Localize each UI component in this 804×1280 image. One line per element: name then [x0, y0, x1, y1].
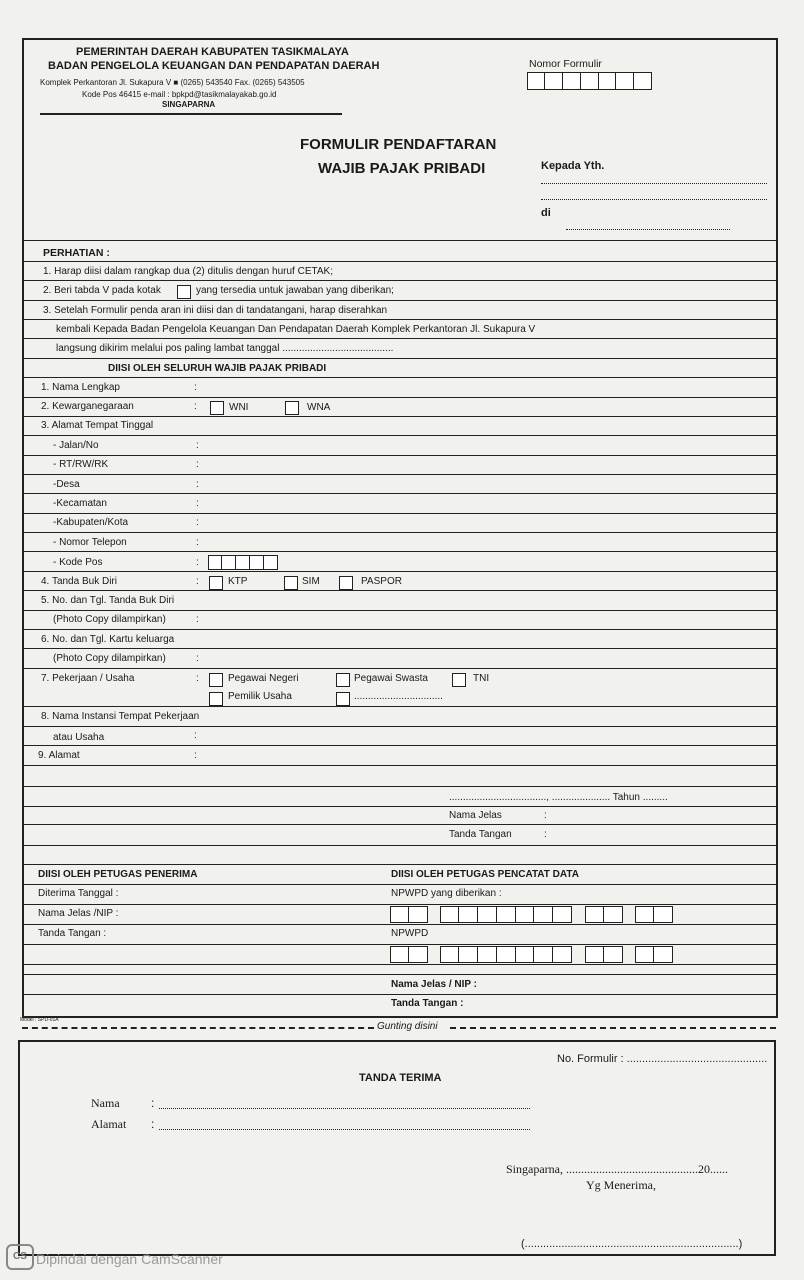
kepada-line-1[interactable] [541, 183, 767, 184]
rule [22, 240, 778, 241]
label-wna: WNA [307, 402, 331, 413]
colon: : [194, 382, 197, 393]
checkbox-pemilik[interactable] [209, 690, 223, 708]
rule [22, 845, 778, 846]
perhatian-item-3: 3. Setelah Formulir penda aran ini diisi dan di tandatangani, harap diserahkan [43, 305, 388, 316]
receipt-sign-line[interactable]: (......................................................................) [521, 1238, 743, 1250]
perhatian-item-2b: yang tersedia untuk jawaban yang diberikan; [196, 285, 394, 296]
rule [22, 924, 778, 925]
rule [22, 964, 778, 965]
rule [22, 648, 778, 649]
header-address1: Komplek Perkantoran Jl. Sukapura V ■ (0265) 543540 Fax. (0265) 543505 [40, 78, 305, 87]
colon: : [194, 750, 197, 761]
header-city: SINGAPARNA [162, 100, 216, 109]
field-photocopy-label: (Photo Copy dilampirkan) [53, 614, 166, 625]
receipt-alamat-label: Alamat [91, 1117, 127, 1131]
npwpd-diberikan-label: NPWPD yang diberikan : [391, 888, 502, 899]
colon: : [196, 498, 199, 509]
label-tni: TNI [473, 673, 490, 684]
rule [22, 765, 778, 766]
label-paspor: PASPOR [361, 576, 402, 587]
rule [22, 994, 778, 995]
field-alamat-label: 3. Alamat Tempat Tinggal [41, 420, 154, 431]
colon: : [544, 829, 547, 840]
field-desa-label: -Desa [53, 479, 80, 490]
npwpd-label: NPWPD [391, 928, 429, 939]
label-wni: WNI [229, 402, 249, 413]
receipt-alamat-line[interactable] [159, 1129, 530, 1130]
field-telp-label: - Nomor Telepon [53, 537, 127, 548]
receipt-menerima: Yg Menerima, [586, 1178, 656, 1192]
rule [22, 513, 778, 514]
rule [22, 571, 778, 572]
checkbox-pns[interactable] [209, 671, 223, 689]
rule [22, 824, 778, 825]
di-label: di [541, 207, 551, 219]
field-rt-label: - RT/RW/RK [53, 459, 109, 470]
label-sim: SIM [302, 576, 320, 587]
petugas-pencatat-heading: DIISI OLEH PETUGAS PENCATAT DATA [391, 869, 579, 880]
colon: : [544, 810, 547, 821]
colon: : [194, 730, 197, 741]
field-instansi-label: 8. Nama Instansi Tempat Pekerjaan [41, 711, 200, 722]
checkbox-lainnya[interactable] [336, 690, 350, 708]
npwpd-boxes-1[interactable] [391, 946, 428, 963]
colon: : [196, 517, 199, 528]
rule [22, 668, 778, 669]
example-checkbox [177, 283, 191, 301]
rule [22, 745, 778, 746]
perhatian-item-3c: langsung dikirim melalui pos paling lambat tanggal ........................................ [56, 343, 394, 354]
label-lainnya: ................................ [354, 691, 443, 702]
rule [22, 974, 778, 975]
colon: : [196, 576, 199, 587]
colon: : [196, 440, 199, 451]
field-no-tanda-label: 5. No. dan Tgl. Tanda Buk Diri [41, 595, 175, 606]
di-line[interactable] [566, 229, 730, 230]
rule [22, 319, 778, 320]
perhatian-item-1: 1. Harap diisi dalam rangkap dua (2) ditulis dengan huruf CETAK; [43, 266, 333, 277]
nomor-formulir-boxes[interactable] [528, 72, 652, 90]
tanda-tangan-label: Tanda Tangan : [38, 928, 107, 939]
nama-nip-pencatat-label: Nama Jelas / NIP : [391, 979, 477, 990]
rule [22, 551, 778, 552]
rule [22, 358, 778, 359]
field-alamat9-label: 9. Alamat [38, 750, 80, 761]
perhatian-heading: PERHATIAN : [43, 247, 110, 259]
receipt-nama-label: Nama [91, 1096, 120, 1110]
label-swasta: Pegawai Swasta [354, 673, 428, 684]
checkbox-wni[interactable] [210, 399, 224, 417]
camscanner-logo: CS [6, 1244, 34, 1270]
nama-nip-label: Nama Jelas /NIP : [38, 908, 119, 919]
npwpd-diberikan-boxes-3[interactable] [586, 906, 623, 923]
field-nama-label: 1. Nama Lengkap [41, 382, 120, 393]
colon: : [151, 1096, 155, 1110]
rule [22, 629, 778, 630]
label-pemilik: Pemilik Usaha [228, 691, 292, 702]
field-kab-label: -Kabupaten/Kota [53, 517, 129, 528]
npwpd-boxes-4[interactable] [636, 946, 673, 963]
rule [22, 261, 778, 262]
colon: : [196, 614, 199, 625]
rule [22, 474, 778, 475]
section-wp-heading: DIISI OLEH SELURUH WAJIB PAJAK PRIBADI [108, 363, 327, 374]
rule [22, 435, 778, 436]
rule [22, 610, 778, 611]
sign-nama-label: Nama Jelas [449, 810, 502, 821]
kepada-label: Kepada Yth. [541, 160, 605, 172]
model-code: Model : SPD-01A [20, 1017, 59, 1023]
rule [22, 726, 778, 727]
checkbox-sim[interactable] [284, 574, 298, 592]
cut-line-right [450, 1027, 776, 1029]
checkbox-wna[interactable] [285, 399, 299, 417]
colon: : [194, 401, 197, 412]
npwpd-boxes-2[interactable] [441, 946, 572, 963]
rule [22, 300, 778, 301]
rule [22, 944, 778, 945]
rule [22, 532, 778, 533]
gunting-label: Gunting disini [377, 1021, 438, 1032]
kepada-line-2[interactable] [541, 199, 767, 200]
colon: : [196, 557, 199, 568]
rule [22, 590, 778, 591]
colon: : [196, 459, 199, 470]
cut-line-left [22, 1027, 374, 1029]
receipt-kota-tanggal[interactable]: Singaparna, ............................................20...... [506, 1162, 728, 1176]
npwpd-diberikan-boxes-1[interactable] [391, 906, 428, 923]
colon: : [196, 479, 199, 490]
perhatian-item-2: 2. Beri tabda V pada kotak [43, 285, 161, 296]
form-title-1: FORMULIR PENDAFTARAN [300, 136, 497, 153]
diterima-tanggal-label: Diterima Tanggal : [38, 888, 119, 899]
field-tanda-label: 4. Tanda Buk Diri [41, 576, 117, 587]
colon: : [151, 1117, 155, 1131]
field-atau-label: atau Usaha [53, 732, 105, 743]
field-photocopy-label-2: (Photo Copy dilampirkan) [53, 653, 166, 664]
checkbox-swasta[interactable] [336, 671, 350, 689]
label-pns: Pegawai Negeri [228, 673, 299, 684]
rule [22, 416, 778, 417]
field-no-kk-label: 6. No. dan Tgl. Kartu keluarga [41, 634, 175, 645]
rule [22, 377, 778, 378]
rule [22, 884, 778, 885]
receipt-title: TANDA TERIMA [359, 1072, 442, 1084]
colon: : [196, 653, 199, 664]
header-line2: BADAN PENGELOLA KEUANGAN DAN PENDAPATAN DAERAH [48, 60, 380, 72]
form-title-2: WAJIB PAJAK PRIBADI [318, 160, 486, 177]
receipt-nama-line[interactable] [159, 1108, 530, 1109]
header-underline [40, 113, 342, 115]
field-pekerjaan-label: 7. Pekerjaan / Usaha [41, 673, 135, 684]
sign-ttd-label: Tanda Tangan [449, 829, 512, 840]
receipt-no-formulir[interactable]: No. Formulir : .............................................. [557, 1053, 768, 1065]
petugas-penerima-heading: DIISI OLEH PETUGAS PENERIMA [38, 869, 198, 880]
camscanner-watermark: Dipindai dengan CamScanner [36, 1251, 223, 1267]
colon: : [196, 537, 199, 548]
checkbox-paspor[interactable] [339, 574, 353, 592]
rule [22, 864, 778, 865]
npwpd-boxes-3[interactable] [586, 946, 623, 963]
field-kodepos-label: - Kode Pos [53, 557, 103, 568]
npwpd-diberikan-boxes-2[interactable] [441, 906, 572, 923]
ttd-pencatat-label: Tanda Tangan : [391, 998, 464, 1009]
rule [22, 493, 778, 494]
rule [22, 904, 778, 905]
colon: : [196, 673, 199, 684]
field-kewarga-label: 2. Kewarganegaraan [41, 401, 134, 412]
rule [22, 455, 778, 456]
header-line1: PEMERINTAH DAERAH KABUPATEN TASIKMALAYA [76, 46, 349, 58]
rule [22, 397, 778, 398]
label-ktp: KTP [228, 576, 248, 587]
npwpd-diberikan-boxes-4[interactable] [636, 906, 673, 923]
rule [22, 786, 778, 787]
rule [22, 806, 778, 807]
checkbox-ktp[interactable] [209, 574, 223, 592]
perhatian-item-3b: kembali Kepada Badan Pengelola Keuangan Dan Pendapatan Daerah Komplek Perkantoran Jl. Sukapura V [56, 324, 536, 335]
nomor-formulir-label: Nomor Formulir [529, 58, 602, 70]
field-jalan-label: - Jalan/No [53, 440, 99, 451]
rule [22, 706, 778, 707]
kodepos-boxes[interactable] [209, 555, 278, 570]
sign-date[interactable]: ..................................., ..................... Tahun ......... [449, 792, 668, 803]
rule [22, 338, 778, 339]
rule [22, 280, 778, 281]
checkbox-tni[interactable] [452, 671, 466, 689]
field-kec-label: -Kecamatan [53, 498, 107, 509]
header-address2: Kode Pos 46415 e-mail : bpkpd@tasikmalayakab.go.id [82, 90, 277, 99]
